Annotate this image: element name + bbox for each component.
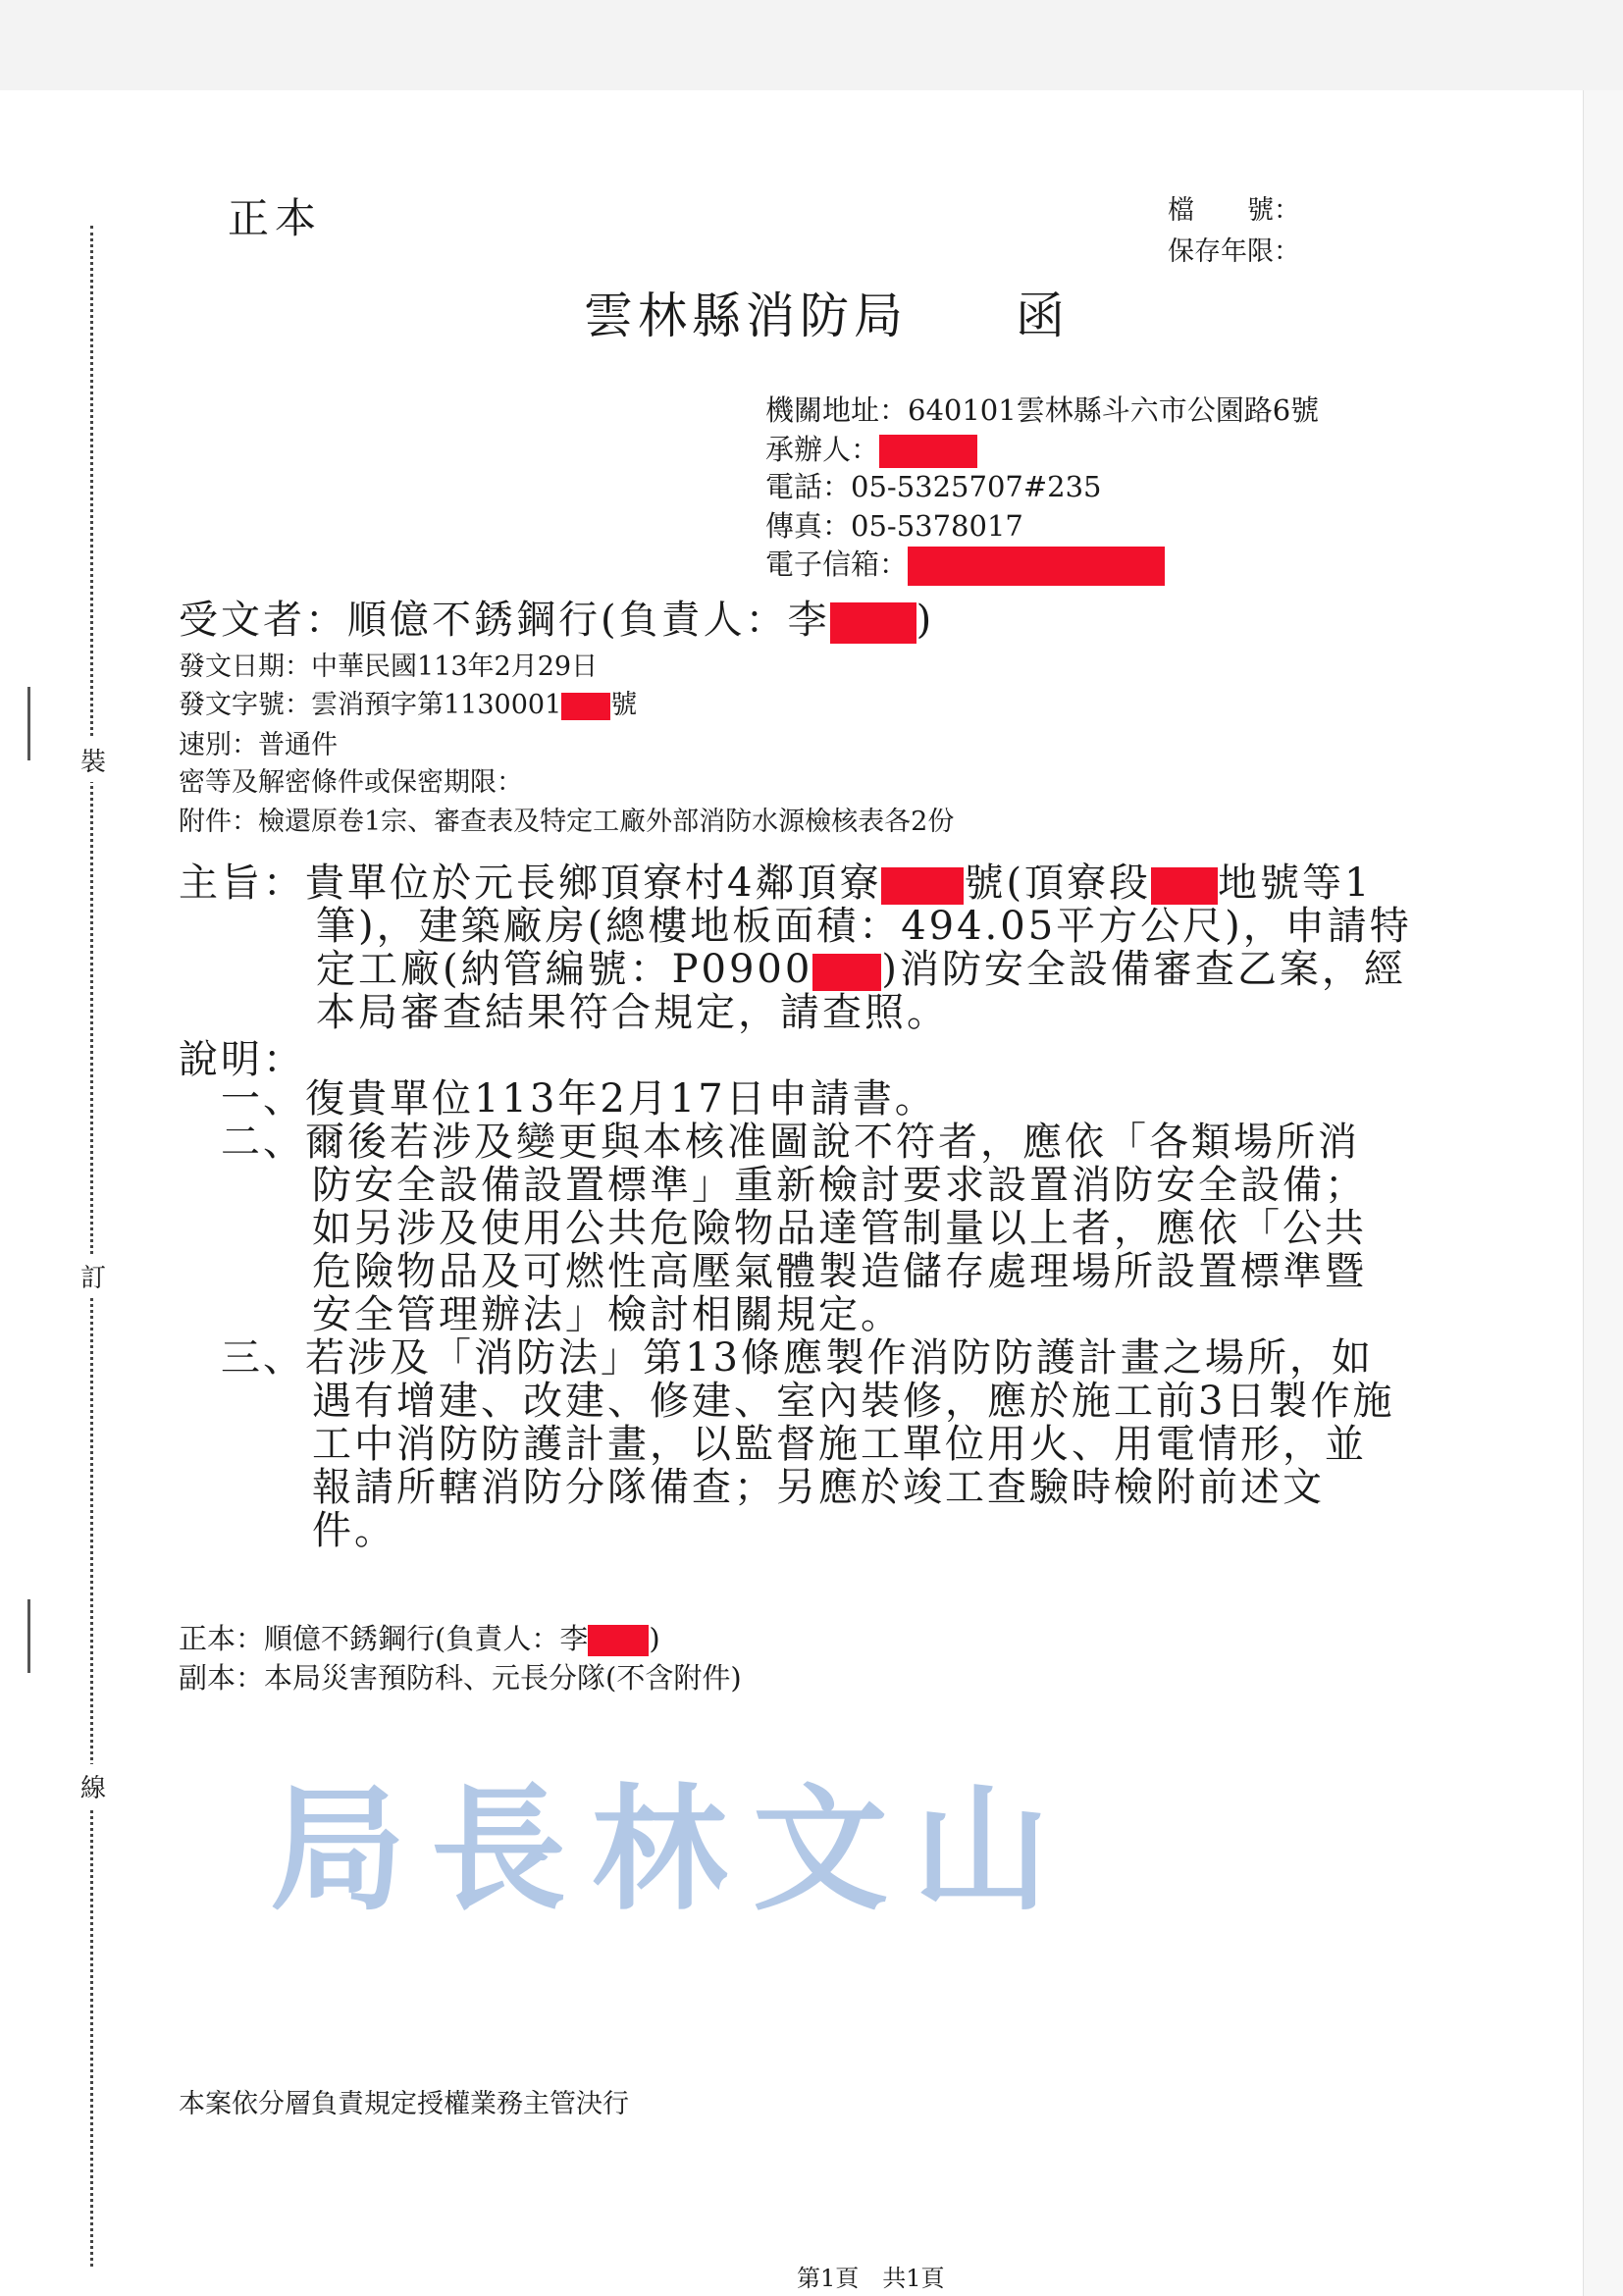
redacted-doc-number — [561, 693, 610, 720]
director-seal-stamp: 局長林文山 — [270, 1769, 1075, 1929]
recipient-suffix: ) — [916, 598, 935, 643]
subject-text: 地號等1 — [1218, 861, 1373, 906]
explanation-item-3-line-1: 三、若涉及「消防法」第13條應製作消防防護計畫之場所，如 — [221, 1335, 1374, 1381]
handler-line — [765, 428, 977, 468]
doc-number-suffix: 號 — [610, 690, 638, 720]
email-line — [765, 543, 1165, 586]
original-recipient-suffix: ) — [649, 1622, 660, 1655]
document-title: 雲林縣消防局 函 — [584, 287, 1070, 344]
subject-text: 貴單位於元長鄉頂寮村4鄰頂寮 — [305, 861, 882, 906]
copy-recipient-line: 副本：本局災害預防科、元長分隊(不含附件) — [179, 1661, 742, 1695]
scan-right-edge — [1583, 90, 1623, 2296]
redacted-handler-name — [879, 435, 977, 468]
binding-mark — [27, 1599, 30, 1673]
explanation-item-1: 一、復貴單位113年2月17日申請書。 — [221, 1076, 937, 1122]
page-number: 第1頁 共1頁 — [797, 2265, 945, 2292]
explanation-item-3-line-2: 遇有增建、改建、修建、室內裝修，應於施工前3日製作施 — [312, 1379, 1395, 1424]
subject-text: 定工廠(納管編號：P0900 — [316, 947, 813, 992]
issue-date: 發文日期：中華民國113年2月29日 — [179, 652, 599, 682]
doc-number-line — [179, 683, 637, 721]
explanation-item-2-line-2: 防安全設備設置標準」重新檢討要求設置消防安全設備； — [312, 1163, 1367, 1208]
delegation-note: 本案依分層負責規定授權業務主管決行 — [179, 2089, 629, 2119]
explanation-item-2-line-5: 安全管理辦法」檢討相關規定。 — [312, 1292, 903, 1337]
subject-line-4: 本局審查結果符合規定，請查照。 — [316, 990, 949, 1035]
recipient-line — [179, 589, 934, 645]
phone-line: 電話：05-5325707#235 — [765, 470, 1102, 503]
redacted-email — [908, 547, 1165, 586]
binding-char-ding: 訂 — [80, 1254, 106, 1298]
explanation-item-3-line-3: 工中消防防護計畫，以監督施工單位用火、用電情形，並 — [312, 1422, 1367, 1467]
binding-char-zhuang: 裝 — [80, 738, 106, 782]
secrecy-line: 密等及解密條件或保密期限： — [179, 767, 523, 798]
handler-label: 承辦人： — [765, 433, 880, 466]
binding-mark — [27, 687, 30, 760]
doc-number-prefix: 發文字號：雲消預字第1130001 — [179, 690, 562, 720]
binding-char-xian: 線 — [80, 1764, 106, 1808]
binding-line — [90, 226, 93, 2267]
attachments-line: 附件：檢還原卷1宗、審查表及特定工廠外部消防水源檢核表各2份 — [179, 807, 955, 837]
recipient-prefix: 受文者：順億不銹鋼行(負責人：李 — [179, 598, 830, 643]
fax-line: 傳真：05-5378017 — [765, 509, 1023, 543]
copy-type-label: 正本 — [228, 194, 323, 242]
original-recipient-prefix: 正本：順億不銹鋼行(負責人：李 — [179, 1622, 589, 1655]
explanation-item-2-line-4: 危險物品及可燃性高壓氣體製造儲存處理場所設置標準暨 — [312, 1249, 1367, 1294]
explanation-item-2-line-3: 如另涉及使用公共危險物品達管制量以上者，應依「公共 — [312, 1206, 1367, 1251]
subject-text: )消防安全設備審查乙案，經 — [881, 947, 1406, 992]
redacted-original-recipient-name — [588, 1625, 649, 1656]
subject-text: 號(頂寮段 — [964, 861, 1152, 906]
speed-line: 速別：普通件 — [179, 730, 338, 760]
explanation-item-3-line-5: 件。 — [312, 1508, 396, 1553]
subject-label: 主旨： — [179, 861, 305, 906]
file-number-label: 檔 號： — [1168, 195, 1300, 226]
explanation-item-3-line-4: 報請所轄消防分隊備查；另應於竣工查驗時檢附前述文 — [312, 1465, 1325, 1510]
email-label: 電子信箱： — [765, 548, 909, 581]
subject-line-2: 筆)，建築廠房(總樓地板面積：494.05平方公尺)，申請特 — [316, 904, 1412, 949]
scan-top-margin — [0, 0, 1623, 90]
redacted-recipient-name — [830, 602, 916, 644]
explanation-item-2-line-1: 二、爾後若涉及變更與本核准圖說不符者，應依「各類場所消 — [221, 1120, 1360, 1165]
agency-address: 機關地址：640101雲林縣斗六市公園路6號 — [765, 393, 1320, 427]
retention-period-label: 保存年限： — [1168, 236, 1300, 267]
explanation-label: 說明： — [179, 1037, 305, 1082]
original-recipient-line — [179, 1617, 660, 1657]
